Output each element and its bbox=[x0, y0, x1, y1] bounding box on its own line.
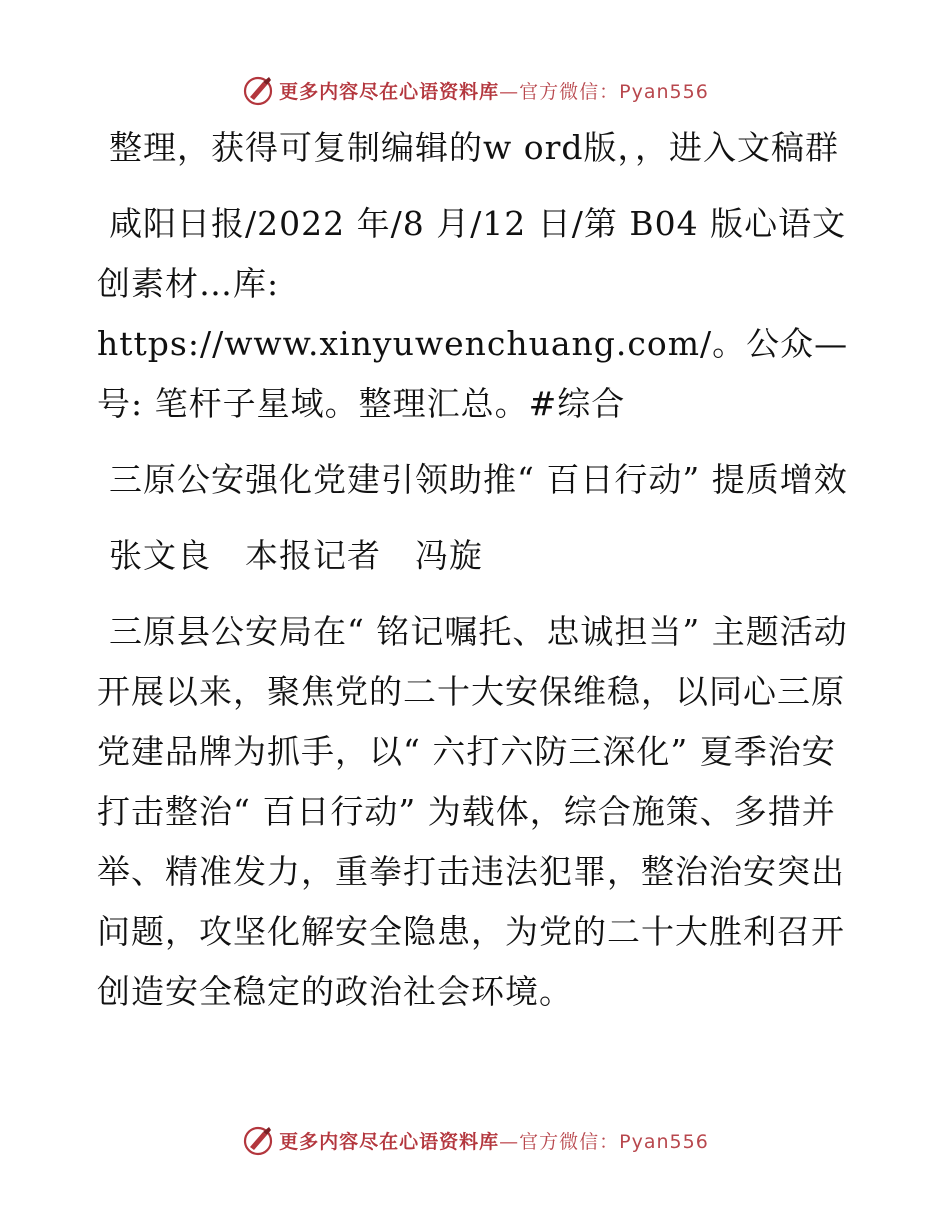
article-title: 三原公安强化党建引领助推“ 百日行动” 提质增效 bbox=[109, 460, 848, 499]
pen-logo-icon bbox=[241, 73, 275, 107]
header-watermark bbox=[0, 70, 950, 110]
pen-logo-icon bbox=[241, 1123, 275, 1157]
footer-watermark bbox=[0, 1120, 950, 1160]
article-body: 三原县公安局在“ 铭记嘱托、忠诚担当” 主题活动开展以来，聚焦党的二十大安保维稳，以同心三原党建品牌为抓手，以“ 六打六防三深化” 夏季治安打击整治“ 百日行动” 为载体，综合施策、多措并举、精准发力，重拳打击违法犯罪，整治治安突出问题，攻坚化解安全隐患，为党的二十大胜利召开创造安全稳定的政治社会环境。 bbox=[97, 612, 848, 1011]
document-body bbox=[97, 118, 857, 1038]
byline: 张文良 本报记者 冯旋 bbox=[109, 536, 483, 575]
watermark-text: 更多内容尽在心语资料库—官方微信：Pyan556 bbox=[279, 80, 709, 103]
watermark-text: 更多内容尽在心语资料库—官方微信：Pyan556 bbox=[279, 1130, 709, 1153]
intro-note: 整理，获得可复制编辑的w ord版，，进入文稿群 bbox=[109, 128, 840, 167]
source-line: 咸阳日报/2022 年/8 月/12 日/第 B04 版心语文创素材…库: https://www.xinyuwenchuang.com/。公众—号: 笔杆子星域。整理汇总。#综合 bbox=[97, 204, 849, 423]
